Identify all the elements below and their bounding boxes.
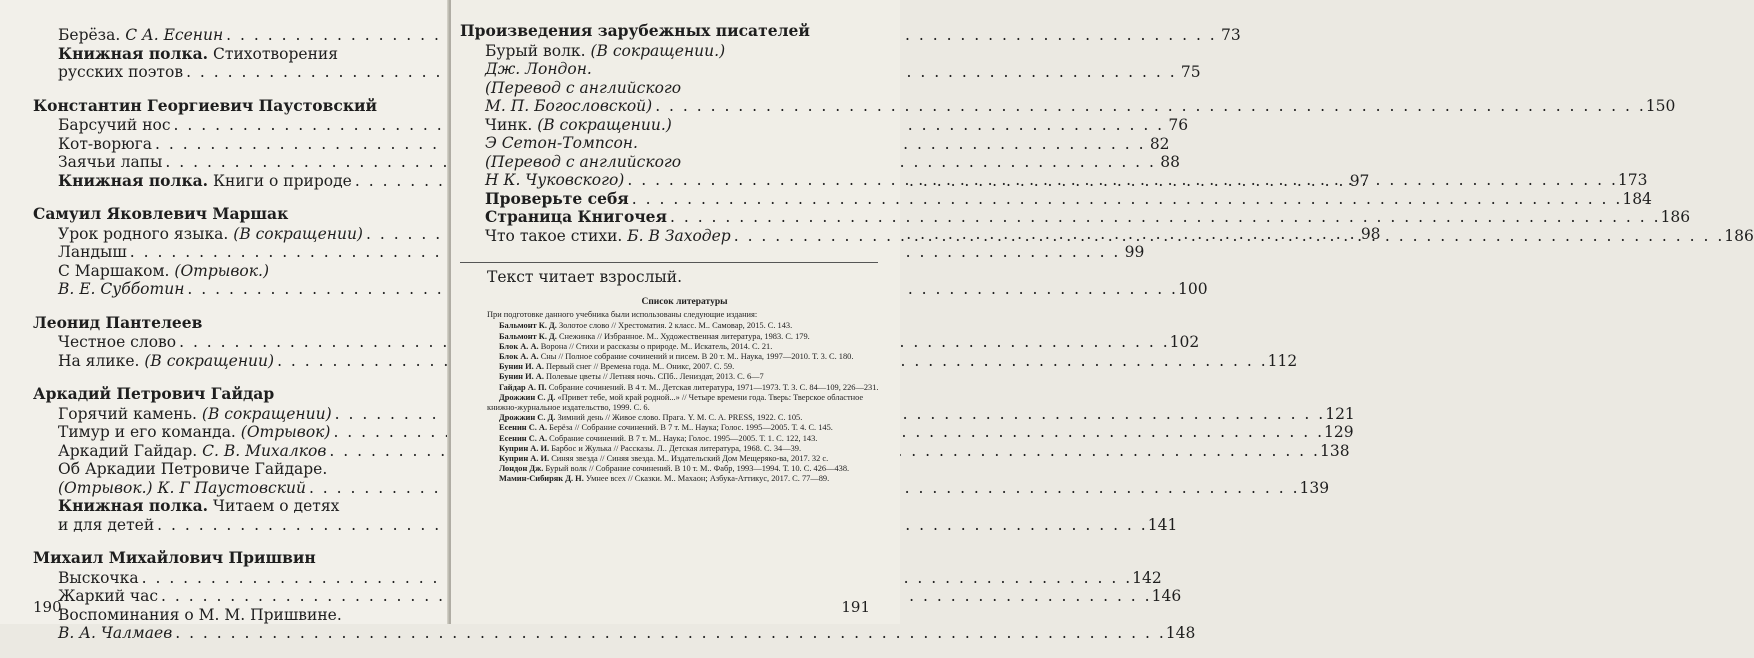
toc-text-segment: Воспоминания о М. М. Пришвине. <box>58 605 342 624</box>
toc-page-number: 186 <box>1660 208 1691 226</box>
toc-entry-title <box>58 243 127 262</box>
right-page-number: 191 <box>841 598 870 616</box>
toc-page-number: 88 <box>1160 153 1180 171</box>
toc-text-segment: Что такое стихи. <box>485 226 628 245</box>
reading-note: Текст читает взрослый. <box>487 268 683 286</box>
toc-entry-title <box>58 516 154 535</box>
toc-text-segment: М. П. Богословской) <box>485 97 653 115</box>
toc-text-segment: Стихотворения <box>208 44 339 63</box>
toc-entry-title <box>485 79 681 97</box>
toc-entry <box>33 497 433 516</box>
toc-entry-title <box>58 280 184 299</box>
toc-page-number: 184 <box>1622 189 1652 208</box>
bibliography-item <box>487 383 882 393</box>
bibliography-text: Снежинка // Избранное. М.. Художественная литература, 1983. С. 179. <box>556 331 810 341</box>
bibliography-text: Синяя звезда // Синяя звезда. М.. Издательский Дом Мещеряко-ва, 2017. 32 с. <box>549 454 829 464</box>
bibliography-author: Блок А. А. <box>499 341 539 351</box>
bibliography-text: Сны // Полное собрание сочинений и писем. В 20 т. М.. Наука, 1997—2010. Т. 3. С. 180. <box>538 352 854 362</box>
toc-text-segment: В. Е. Субботин <box>58 280 185 298</box>
toc-text-segment: Страница Книгочея <box>485 207 667 226</box>
toc-page-number: 73 <box>1221 26 1241 44</box>
toc-entry-title <box>485 190 629 209</box>
toc-page-number: 148 <box>1165 624 1196 642</box>
bibliography-text: Ворона // Стихи и рассказы о природе. М.. Искатель, 2014. С. 21. <box>538 341 773 351</box>
toc-entry-title <box>485 42 725 60</box>
toc-entry <box>460 97 1676 116</box>
bibliography-author: Гайдар А. П. <box>499 382 547 392</box>
bibliography-text: Полевые цветы // Летняя ночь. СПб.. Лениздат, 2013. С. 6—7 <box>543 372 764 382</box>
toc-text-segment: Кот-ворюга <box>58 134 152 153</box>
leader-dots <box>652 97 1646 116</box>
toc-text-segment: Э Сетон-Томпсон. <box>485 134 638 152</box>
toc-page-number: 98 <box>1360 224 1381 243</box>
toc-page-number: 173 <box>1617 171 1648 189</box>
toc-page-number: 97 <box>1349 171 1370 190</box>
toc-text-segment: Б. В Заходер <box>627 226 731 245</box>
bibliography-author: Бунин И. А. <box>499 362 544 372</box>
bibliography-text: «Привет тебе, мой край родной...» // Четыре времени года. Тверь: Тверское областное книжно-журнальное издательство, 1999. С. 6. <box>487 392 864 413</box>
toc-text-segment: Книги о природе <box>208 171 352 190</box>
toc-text-segment: русских поэтов <box>58 63 184 81</box>
toc-page-number: 141 <box>1147 515 1178 534</box>
toc-entry <box>33 587 1182 606</box>
leader-dots <box>624 171 1618 190</box>
toc-text-segment: Берёза. <box>58 26 126 44</box>
left-page-number: 190 <box>33 598 62 616</box>
toc-text-segment: (Перевод с английского <box>485 78 682 97</box>
toc-entry <box>33 515 1178 535</box>
bibliography-item <box>487 332 882 342</box>
toc-entry-title <box>485 134 638 152</box>
toc-page-number: 112 <box>1267 351 1298 370</box>
toc-text-segment: С А. Есенин <box>125 26 224 44</box>
toc-entry-title <box>485 227 731 246</box>
toc-text-segment: Бурый волк. <box>485 41 591 60</box>
bibliography-text: Собрание сочинений. В 7 т. М.. Наука; Голос. 1995—2005. Т. 1. С. 122, 143. <box>547 433 818 443</box>
toc-entry-title <box>58 587 158 606</box>
toc-page-number: 82 <box>1149 134 1170 153</box>
toc-text-segment: Горячий камень. <box>58 404 202 423</box>
toc-entry <box>460 42 878 61</box>
toc-entry-title <box>58 116 171 135</box>
leader-dots <box>172 624 1166 643</box>
toc-entry-title <box>58 262 269 280</box>
toc-page-number: 76 <box>1168 116 1189 134</box>
author-heading: Константин Георгиевич Паустовский <box>33 95 378 115</box>
bibliography-item <box>487 474 882 484</box>
toc-text-segment: Книжная полка. <box>58 170 209 190</box>
toc-entry <box>460 79 878 98</box>
toc-entry-title <box>58 45 338 63</box>
toc-entry-title <box>485 153 681 171</box>
bibliography-item <box>487 352 882 362</box>
leader-dots <box>629 190 1623 209</box>
toc-text-segment: Ландыш <box>58 243 127 261</box>
author-heading: Аркадий Петрович Гайдар <box>33 384 275 403</box>
toc-entry-title <box>58 153 162 172</box>
toc-page-number: 146 <box>1151 587 1182 605</box>
toc-entry-title <box>58 606 342 624</box>
bibliography-item <box>487 362 882 372</box>
toc-text-segment: Об Аркадии Петровиче Гайдаре. <box>58 460 328 478</box>
toc-entry-title <box>58 569 139 588</box>
bibliography-item <box>487 454 882 464</box>
toc-page-number: 142 <box>1132 568 1162 587</box>
bibliography-item <box>487 393 882 413</box>
toc-entry-title <box>58 352 274 371</box>
toc-entry <box>33 243 1145 262</box>
bibliography-item <box>487 413 882 423</box>
leader-dots <box>731 224 1725 246</box>
bibliography-text: Зимний день // Живое слово. Прага. Y. M. C. A. PRESS, 1922. С. 105. <box>555 413 803 423</box>
toc-text-segment: Честное слово <box>58 333 177 351</box>
toc-text-segment: Жаркий час <box>58 587 159 605</box>
bibliography-author: Есенин С. А. <box>499 423 548 433</box>
bibliography-author: Бальмонт К. Д. <box>499 331 557 341</box>
toc-entry <box>460 188 1652 209</box>
toc-text-segment: (Отрывок.) <box>174 261 269 280</box>
bibliography-author: Есенин С. А. <box>499 433 548 443</box>
toc-entry <box>33 624 1196 643</box>
bibliography-item <box>487 444 882 454</box>
toc-entry-title <box>58 479 306 498</box>
bibliography-text: Берёза // Собрание сочинений. В 7 т. М.. Наука; Голос. 1995—2005. Т. 4. С. 145. <box>547 423 833 433</box>
bibliography-author: Бунин И. А. <box>499 372 544 382</box>
toc-entry-title <box>485 97 652 116</box>
toc-entry <box>460 153 878 172</box>
toc-text-segment: Книжная полка. <box>58 43 209 63</box>
toc-text-segment: (Отрывок.) К. Г Паустовский <box>58 478 306 497</box>
toc-text-segment: С. В. Михалков <box>202 441 327 460</box>
toc-text-segment: Дж. Лондон. <box>485 60 592 78</box>
toc-text-segment: (В сокращении.) <box>590 41 726 60</box>
toc-text-segment: С Маршаком. <box>58 261 175 280</box>
toc-entry <box>33 280 1208 299</box>
toc-entry <box>33 45 433 64</box>
toc-entry-title <box>58 225 363 244</box>
toc-page-number: 99 <box>1124 243 1145 261</box>
toc-text-segment: Заячьи лапы <box>58 153 163 171</box>
toc-page-number: 102 <box>1169 333 1200 351</box>
toc-text-segment: Аркадий Гайдар. <box>58 441 203 460</box>
toc-entry-title <box>58 333 176 352</box>
toc-entry <box>460 134 878 153</box>
bibliography <box>487 297 882 485</box>
toc-entry-title <box>58 497 339 515</box>
toc-text-segment: В. А. Чалмаев <box>58 624 173 642</box>
toc-text-segment: Чинк. <box>485 115 538 134</box>
toc-page-number: 138 <box>1319 441 1350 460</box>
bibliography-author: Дрожжин С. Д. <box>499 392 556 402</box>
toc-entry-title <box>485 116 672 134</box>
bibliography-author: Мамин-Сибиряк Д. Н. <box>499 474 584 484</box>
bibliography-item <box>487 372 882 382</box>
bibliography-text: Бурый волк // Собрание сочинений. В 10 т. М.. Фабр, 1993—1994. Т. 10. С. 426—438. <box>543 464 850 474</box>
toc-text-segment: (В сокращении) <box>144 351 275 370</box>
toc-text-segment: На ялике. <box>58 351 145 370</box>
toc-entry <box>33 606 433 625</box>
toc-text-segment: и для детей <box>58 515 155 534</box>
toc-entry-title <box>485 60 592 78</box>
bibliography-intro: При подготовке данного учебника были использованы следующие издания: <box>487 310 758 320</box>
toc-entry <box>460 116 878 135</box>
toc-entry-title <box>58 624 172 643</box>
author-heading: Самуил Яковлевич Маршак <box>33 204 289 223</box>
toc-page-number: 129 <box>1324 423 1354 441</box>
bibliography-item <box>487 423 882 433</box>
toc-entry <box>33 262 433 281</box>
toc-entry-title <box>58 135 152 154</box>
toc-entry <box>33 460 433 479</box>
toc-entry-title <box>58 63 183 82</box>
toc-text-segment: (Отрывок) <box>240 423 331 441</box>
toc-text-segment: Урок родного языка. <box>58 224 234 243</box>
toc-page-number: 150 <box>1645 97 1676 115</box>
bibliography-text: Умнее всех // Сказки. М.. Махаон; Азбука-Аттикус, 2017. С. 77—89. <box>583 474 830 484</box>
leader-dots <box>667 208 1661 227</box>
toc-entry-title <box>58 26 223 45</box>
toc-entry <box>460 207 1691 227</box>
toc-text-segment: Барсучий нос <box>58 116 171 134</box>
toc-entry-title <box>58 442 326 461</box>
toc-page-number: 186 <box>1724 226 1754 245</box>
bibliography-author: Куприн А. И. <box>499 443 550 453</box>
toc-entry-title <box>58 423 330 442</box>
toc-text-segment: (В сокращении.) <box>537 115 672 134</box>
toc-text-segment: Н К. Чуковского) <box>485 171 625 189</box>
bibliography-item <box>487 342 882 352</box>
bibliography-text: Первый снег // Времена года. М.. Оникс, 2007. С. 59. <box>543 362 735 372</box>
section-title: Произведения зарубежных писателей <box>460 21 810 40</box>
toc-entry-title <box>58 172 352 191</box>
bibliography-item <box>487 321 882 331</box>
toc-entry-title <box>58 405 332 424</box>
bibliography-item <box>487 464 882 474</box>
author-heading: Михаил Михайлович Пришвин <box>33 548 316 567</box>
bibliography-author: Дрожжин С. Д. <box>499 413 556 423</box>
toc-text-segment: Проверьте себя <box>485 188 629 208</box>
bibliography-text: Золотое слово // Хрестоматия. 2 класс. М.. Самовар, 2015. С. 143. <box>556 321 793 331</box>
toc-text-segment: Выскочка <box>58 568 139 587</box>
bibliography-text: Собрание сочинений. В 4 т. М.. Детская литература, 1971—1973. Т. 3. С. 84—109, 226—231. <box>546 382 879 392</box>
author-heading: Леонид Пантелеев <box>33 312 203 332</box>
divider-rule <box>460 262 878 263</box>
toc-entry <box>33 568 1162 588</box>
bibliography-author: Куприн А. И. <box>499 454 550 464</box>
bibliography-author: Блок А. А. <box>499 352 539 362</box>
bibliography-author: Лондон Дж. <box>499 464 544 474</box>
bibliography-title: Список литературы <box>641 297 728 307</box>
toc-page-number: 100 <box>1177 280 1208 298</box>
toc-text-segment: Книжная полка. <box>58 496 209 515</box>
toc-page-number: 75 <box>1180 63 1201 81</box>
toc-page-number: 121 <box>1325 404 1355 423</box>
toc-text-segment: (В сокращении) <box>201 404 332 423</box>
bibliography-text: Барбос и Жулька // Рассказы. Л.. Детская литература, 1968. С. 34—39. <box>549 443 802 453</box>
bibliography-item <box>487 434 882 444</box>
toc-text-segment: Читаем о детях <box>208 497 340 515</box>
toc-entry-title <box>485 208 667 227</box>
toc-entry <box>460 60 878 79</box>
toc-text-segment: Тимур и его команда. <box>58 423 241 441</box>
bibliography-author: Бальмонт К. Д. <box>499 321 557 331</box>
toc-page-number: 139 <box>1299 478 1330 497</box>
toc-entry-title <box>58 460 327 478</box>
toc-text-segment: (В сокращении) <box>233 224 363 243</box>
toc-entry-title <box>485 171 624 190</box>
toc-text-segment: (Перевод с английского <box>485 152 682 171</box>
